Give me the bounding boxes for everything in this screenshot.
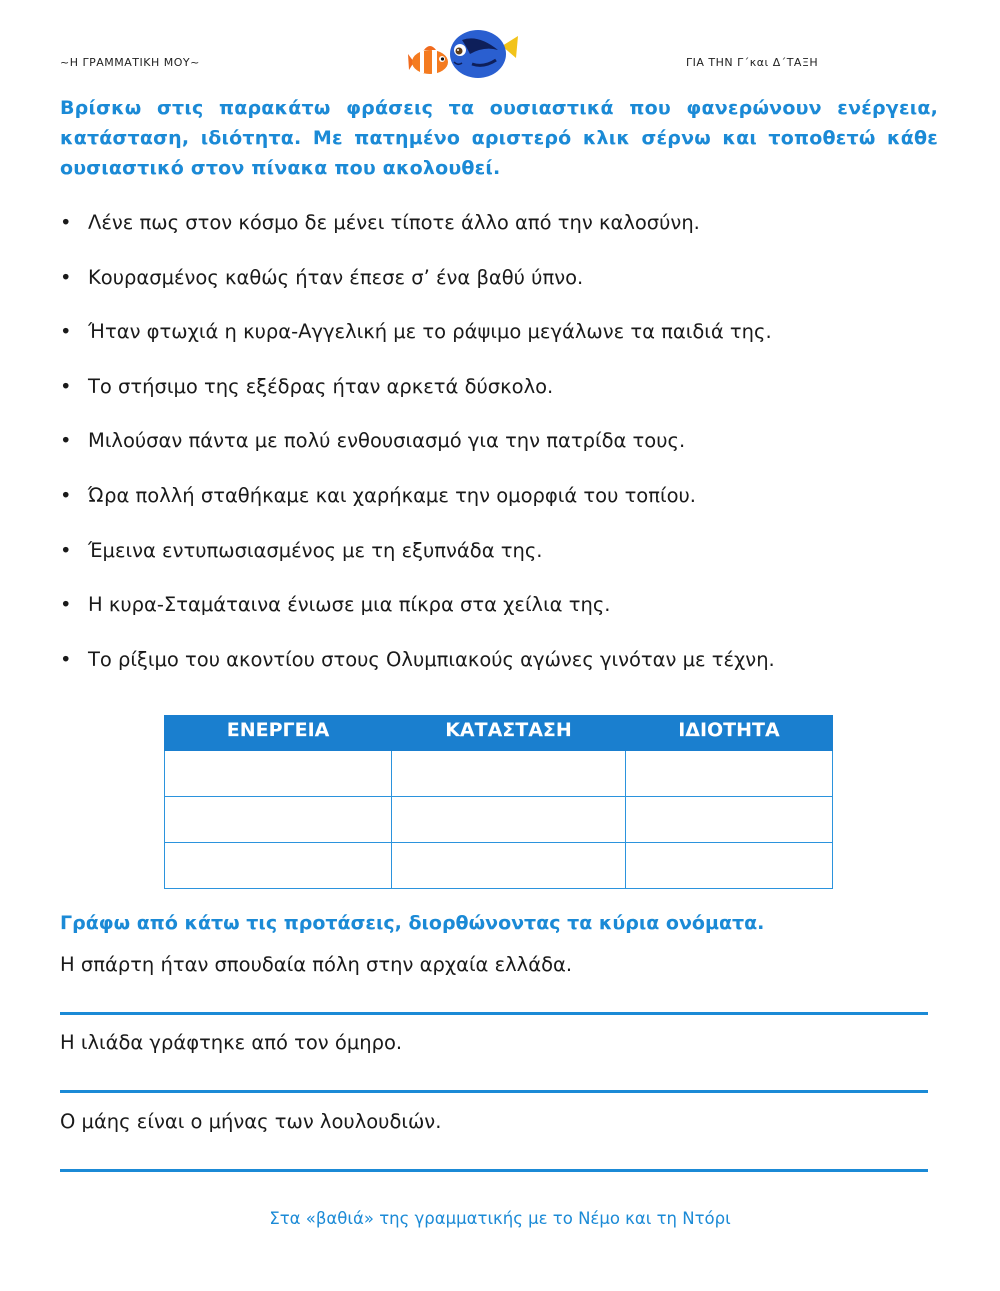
noun-classification-table	[164, 715, 833, 889]
sentence-list	[60, 208, 775, 699]
instructions-text: Βρίσκω στις παρακάτω φράσεις τα ουσιαστικά που φανερώνουν ενέργεια, κατάσταση, ιδιότητα. Με πατημένο αριστερό κλικ σέρνω και τοποθετώ κάθε ουσιαστικό στον πίνακα που ακολουθεί.	[60, 97, 938, 179]
drop-cell[interactable]	[625, 751, 832, 797]
bullet-icon: •	[60, 265, 72, 289]
drop-cell[interactable]	[165, 751, 392, 797]
drop-cell[interactable]	[392, 751, 626, 797]
drop-cell[interactable]	[625, 797, 832, 843]
sentence-text: Κουρασμένος καθώς ήταν έπεσε σ’ ένα βαθύ ύπνο.	[88, 265, 584, 289]
header-left-title: ~Η ΓΡΑΜΜΑΤΙΚΗ ΜΟΥ~	[60, 56, 200, 69]
bullet-icon: •	[60, 483, 72, 507]
nemo-dory-fish-icon	[408, 24, 520, 84]
list-item	[60, 372, 775, 427]
bullet-icon: •	[60, 647, 72, 671]
table-row	[165, 797, 833, 843]
bullet-icon: •	[60, 374, 72, 398]
task2-sentence: Η ιλιάδα γράφτηκε από τον όμηρο.	[60, 1031, 403, 1054]
column-header-idiotita: ΙΔΙΟΤΗΤΑ	[625, 716, 832, 751]
bullet-icon: •	[60, 320, 72, 344]
drop-cell[interactable]	[392, 843, 626, 889]
list-item	[60, 645, 775, 700]
sentence-text: Μιλούσαν πάντα με πολύ ενθουσιασμό για την πατρίδα τους.	[88, 429, 686, 453]
footer-text: Στα «βαθιά» της γραμματικής με το Νέμο και τη Ντόρι	[269, 1209, 731, 1228]
bullet-icon: •	[60, 429, 72, 453]
bullet-icon: •	[60, 593, 72, 617]
bullet-icon: •	[60, 211, 72, 234]
sentence-text: Το ρίξιμο του ακοντίου στους Ολυμπιακούς αγώνες γινόταν με τέχνη.	[88, 647, 775, 671]
table-row	[165, 843, 833, 889]
drop-cell[interactable]	[165, 843, 392, 889]
list-item	[60, 426, 775, 481]
sentence-text: Λένε πως στον κόσμο δε μένει τίποτε άλλο από την καλοσύνη.	[88, 211, 700, 234]
list-item	[60, 208, 775, 263]
list-item	[60, 481, 775, 536]
list-item	[60, 536, 775, 591]
drop-cell[interactable]	[392, 797, 626, 843]
header-right-class: ΓΙΑ ΤΗΝ Γ΄και Δ΄ΤΑΞΗ	[686, 56, 819, 69]
sentence-text: Η κυρα-Σταμάταινα ένιωσε μια πίκρα στα χείλια της.	[88, 593, 611, 617]
table-header-row	[165, 716, 833, 751]
sentence-text: Έμεινα εντυπωσιασμένος με τη εξυπνάδα της.	[88, 538, 543, 562]
sentence-text: Ώρα πολλή σταθήκαμε και χαρήκαμε την ομορφιά του τοπίου.	[88, 483, 696, 507]
blue-tang-icon	[450, 30, 518, 78]
list-item	[60, 317, 775, 372]
sentence-text: Ήταν φτωχιά η κυρα-Αγγελική με το ράψιμο μεγάλωνε τα παιδιά της.	[88, 320, 772, 344]
task2-sentence: Η σπάρτη ήταν σπουδαία πόλη στην αρχαία ελλάδα.	[60, 953, 573, 976]
task2-title: Γράφω από κάτω τις προτάσεις, διορθώνοντας τα κύρια ονόματα.	[60, 912, 765, 934]
column-header-katastasi: ΚΑΤΑΣΤΑΣΗ	[392, 716, 626, 751]
list-item	[60, 590, 775, 645]
sentence-text: Το στήσιμο της εξέδρας ήταν αρκετά δύσκολο.	[88, 374, 554, 398]
answer-line[interactable]	[60, 1169, 928, 1172]
drop-cell[interactable]	[625, 843, 832, 889]
drop-cell[interactable]	[165, 797, 392, 843]
column-header-energeia: ΕΝΕΡΓΕΙΑ	[165, 716, 392, 751]
answer-line[interactable]	[60, 1012, 928, 1015]
clownfish-icon	[408, 46, 448, 74]
list-item	[60, 263, 775, 318]
answer-line[interactable]	[60, 1090, 928, 1093]
task2-sentence: Ο μάης είναι ο μήνας των λουλουδιών.	[60, 1110, 442, 1133]
table-row	[165, 751, 833, 797]
bullet-icon: •	[60, 538, 72, 562]
